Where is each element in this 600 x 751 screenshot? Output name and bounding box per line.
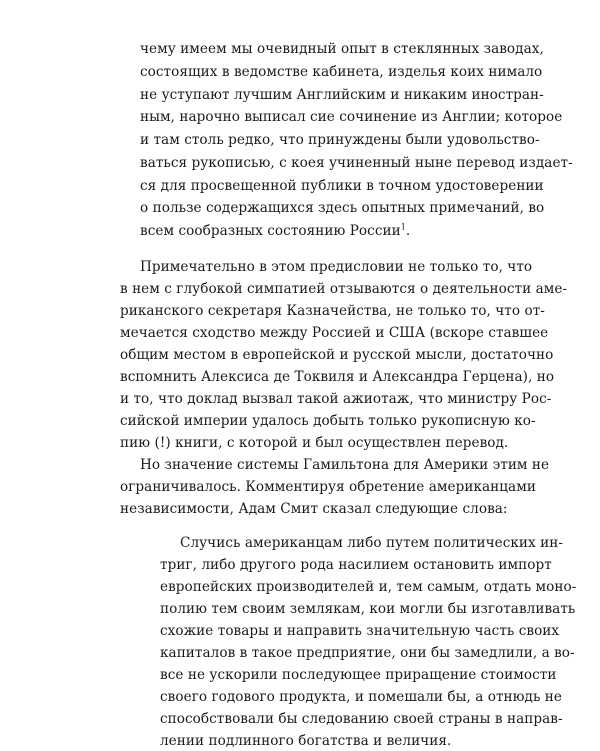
paragraph-line: вспомнить Алексиса де Токвиля и Александра Герцена), но [120,369,555,385]
quote-line: триг, либо другого рода насилием остановить импорт [160,557,552,573]
quote-line: все не ускорили последующее приращение стоимости [160,667,557,683]
paragraph-line: Но значение системы Гамильтона для Америки этим не [140,457,550,473]
quote-line: ваться рукописью, с коея учиненный ныне перевод издает- [140,155,573,171]
quote-line: схожие товары и направить значительную часть своих [160,623,560,639]
quote-line: капиталов в такое предприятие, они бы замедлили, а во- [160,645,575,661]
paragraph-line: мечается сходство между Россией и США (вскоре ставшее [120,325,549,341]
quote-line: полию тем своим землякам, кои могли бы изготавливать [160,601,576,617]
paragraph-line: ограничивалось. Комментируя обретение американцами [120,479,536,495]
quote-line-last: лении подлинного богатства и величия. [160,733,452,749]
paragraph-line: в нем с глубокой симпатией отзываются о деятельности аме- [120,281,568,297]
paragraph-line: и то, что доклад вызвал такой ажиотаж, что министру Рос- [120,391,552,407]
quote-line: о пользе содержащихся здесь опытных примечаний, во [140,200,545,216]
paragraph-line: сийской империи удалось добыть только рукописную ко- [120,413,536,429]
quote-line: состоящих в ведомстве кабинета, изделья коих нимало [140,64,543,80]
quote-line: Случись американцам либо путем политических ин- [180,535,563,551]
quote-line: способствовали бы следованию своей страны в направ- [160,711,563,727]
quote-line: ся для просвещенной публики в точном удостоверении [140,178,544,194]
quote-line: европейских производителей и, тем самым, отдать моно- [160,579,577,595]
quote-line: не уступают лучшим Английским и никаким иностран- [140,87,544,103]
paragraph-line: общим местом в европейской и русской мысли, достаточно [120,347,554,363]
quote-line: чему имеем мы очевидный опыт в стеклянных заводах, [140,41,544,57]
quote-line: своего годового продукта, и помешали бы, а отнюдь не [160,689,562,705]
paragraph-line: Примечательно в этом предисловии не только то, что [140,259,533,275]
paragraph-line-last: пию (!) книги, с которой и был осуществлен перевод. [120,435,509,451]
footnote-reference: 1 [400,222,406,232]
quote-line: и там столь редко, что принуждены были удовольство- [140,132,540,148]
quote-line-text: всем сообразных состоянию России [140,223,401,239]
quote-line: ным, нарочно выписал сие сочинение из Англии; которое [140,109,563,125]
quote-line-last: всем сообразных состоянию России$^1$. [140,222,411,239]
paragraph-line-last: независимости, Адам Смит сказал следующие слова: [120,501,508,517]
paragraph-line: риканского секретаря Казначейства, не только то, что от- [120,303,545,319]
